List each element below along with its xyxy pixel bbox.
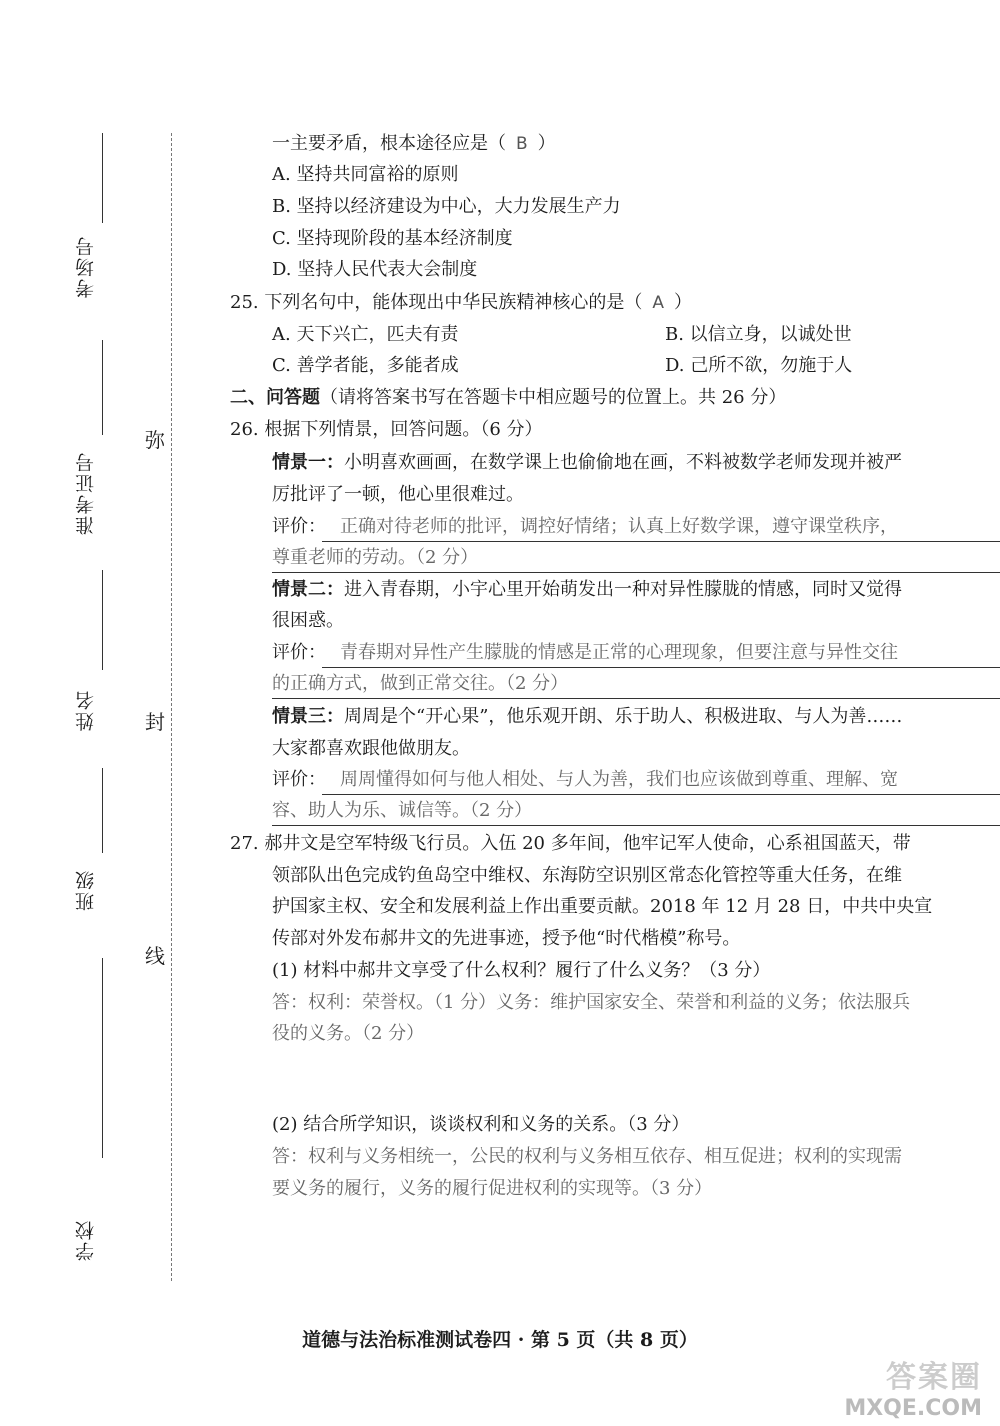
scenario-3-cont: 大家都喜欢跟他做朋友。 [272, 738, 470, 759]
section-heading: 二、问答题（请将答案书写在答题卡中相应题号的位置上。共 26 分） [230, 387, 787, 408]
q25-option: D. 己所不欲，勿施于人 [665, 355, 853, 376]
watermark-logo-text: 答案圈 [886, 1360, 982, 1395]
q27-answer-1-cont: 役的义务。（2 分） [272, 1023, 425, 1044]
q24-stem: 一主要矛盾，根本途径应是（ B ） [272, 133, 556, 154]
q27-material: 传部对外发布郝井文的先进事迹，授予他“时代楷模”称号。 [272, 928, 741, 949]
q24-option: B. 坚持以经济建设为中心，大力发展生产力 [272, 196, 621, 217]
q24-answer: B [516, 134, 528, 154]
q25-option: C. 善学者能，多能者成 [272, 355, 459, 376]
q25-answer: A [652, 293, 664, 313]
q27-answer-2: 答：权利与义务相统一，公民的权利与义务相互依存、相互促进；权利的实现需 [272, 1146, 902, 1167]
q25-option: B. 以信立身，以诚处世 [665, 324, 852, 345]
answer-underline [322, 794, 1000, 795]
answer-underline [272, 825, 1000, 826]
evaluation-3-cont: 容、助人为乐、诚信等。（2 分） [272, 800, 533, 821]
evaluation-3: 评价： 周周懂得如何与他人相处、与人为善，我们也应该做到尊重、理解、宽 [272, 769, 898, 790]
q27-answer-2-cont: 要义务的履行，义务的履行促进权利的实现等。（3 分） [272, 1178, 713, 1199]
q26-stem: 26. 根据下列情景，回答问题。（6 分） [230, 419, 543, 440]
q25-option: A. 天下兴亡，匹夫有责 [272, 324, 459, 345]
q24-option: D. 坚持人民代表大会制度 [272, 259, 478, 280]
q24-option: A. 坚持共同富裕的原则 [272, 164, 459, 185]
answer-underline [272, 698, 1000, 699]
evaluation-1-cont: 尊重老师的劳动。（2 分） [272, 547, 479, 568]
evaluation-2: 评价： 青春期对异性产生朦胧的情感是正常的心理现象，但要注意与异性交往 [272, 642, 898, 663]
fill-line [102, 768, 103, 853]
fill-line [102, 570, 103, 670]
fill-line [102, 133, 103, 223]
evaluation-2-cont: 的正确方式，做到正常交往。（2 分） [272, 673, 569, 694]
page-footer: 道德与法治标准测试卷四 · 第 5 页（共 8 页） [302, 1329, 698, 1351]
margin-label-name: 姓名 [75, 689, 97, 731]
q25-stem: 25. 下列名句中，能体现出中华民族精神核心的是（ A ） [230, 292, 692, 313]
answer-underline [322, 667, 1000, 668]
scenario-1: 情景一：小明喜欢画画，在数学课上也偷偷地在画，不料被数学老师发现并被严 [272, 452, 902, 473]
q27-material: 领部队出色完成钓鱼岛空中维权、东海防空识别区常态化管控等重大任务，在维 [272, 865, 902, 886]
margin-label-class: 班级 [75, 869, 97, 911]
answer-underline [272, 572, 1000, 573]
seal-dashed-line [171, 133, 172, 1281]
fill-line [102, 340, 103, 435]
margin-label-exam-room: 考场号 [75, 235, 97, 299]
margin-label-ticket-number: 准考证号 [75, 451, 97, 535]
q27-material: 护国家主权、安全和发展利益上作出重要贡献。2018 年 12 月 28 日，中共中央宣 [272, 896, 933, 917]
scenario-1-cont: 厉批评了一顿，他心里很难过。 [272, 484, 524, 505]
seal-char: 封 [145, 710, 165, 734]
fill-line [102, 958, 103, 1158]
seal-char: 线 [145, 944, 165, 968]
scenario-3: 情景三：周周是个“开心果”，他乐观开朗、乐于助人、积极进取、与人为善…… [272, 706, 903, 727]
watermark-url: MXQE.COM [844, 1396, 982, 1421]
q27-sub2: (2) 结合所学知识，谈谈权利和义务的关系。（3 分） [272, 1114, 690, 1135]
margin-label-school: 学校 [75, 1219, 97, 1261]
scenario-2-cont: 很困惑。 [272, 610, 344, 631]
q27-sub1: (1) 材料中郝井文享受了什么权利？履行了什么义务？（3 分） [272, 960, 771, 981]
q27-material: 27. 郝井文是空军特级飞行员。入伍 20 多年间，他牢记军人使命，心系祖国蓝天，带 [230, 833, 911, 854]
q24-option: C. 坚持现阶段的基本经济制度 [272, 228, 513, 249]
seal-char: 弥 [145, 428, 165, 452]
evaluation-1: 评价： 正确对待老师的批评，调控好情绪；认真上好数学课，遵守课堂秩序， [272, 516, 898, 537]
site-watermark [842, 1352, 982, 1422]
scenario-2: 情景二：进入青春期，小宇心里开始萌发出一种对异性朦胧的情感，同时又觉得 [272, 579, 902, 600]
answer-underline [322, 541, 1000, 542]
q27-answer-1: 答：权利：荣誉权。（1 分）义务：维护国家安全、荣誉和利益的义务；依法服兵 [272, 992, 911, 1013]
